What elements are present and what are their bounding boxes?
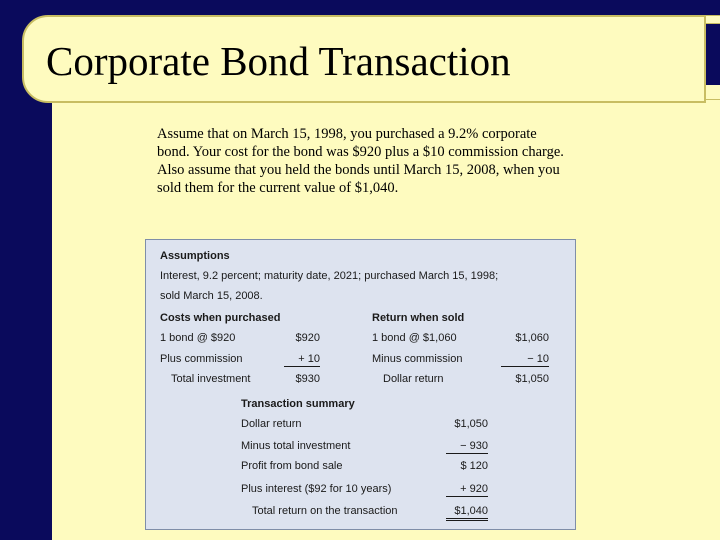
costs-label: 1 bond @ $920 — [160, 332, 236, 344]
costs-label: Total investment — [171, 373, 251, 385]
decor-square — [705, 15, 720, 24]
costs-value: $920 — [295, 332, 320, 344]
costs-value: $930 — [295, 373, 320, 385]
costs-heading: Costs when purchased — [160, 312, 281, 324]
summary-value: $ 120 — [460, 460, 488, 472]
return-heading: Return when sold — [372, 312, 465, 324]
bond-transaction-table — [145, 239, 576, 530]
summary-value: + 920 — [446, 483, 488, 497]
summary-label: Profit from bond sale — [241, 460, 343, 472]
return-label: Minus commission — [372, 353, 463, 365]
summary-value: $1,040 — [446, 505, 488, 521]
intro-paragraph — [157, 125, 627, 197]
assumptions-heading: Assumptions — [160, 250, 230, 262]
return-value: $1,060 — [515, 332, 549, 344]
return-value: − 10 — [501, 353, 549, 367]
costs-value: + 10 — [284, 353, 320, 367]
intro-line: bond. Your cost for the bond was $920 plus a $10 commission charge. — [157, 144, 564, 160]
return-value: $1,050 — [515, 373, 549, 385]
summary-value: $1,050 — [454, 418, 488, 430]
decor-square — [705, 85, 720, 100]
intro-line: sold them for the current value of $1,040. — [157, 180, 399, 196]
intro-line: Assume that on March 15, 1998, you purchased a 9.2% corporate — [157, 126, 537, 142]
summary-heading: Transaction summary — [241, 398, 355, 410]
summary-value: − 930 — [446, 440, 488, 454]
assumptions-text: sold March 15, 2008. — [160, 290, 263, 302]
assumptions-text: Interest, 9.2 percent; maturity date, 2021; purchased March 15, 1998; — [160, 270, 499, 282]
slide-title: Corporate Bond Transaction — [46, 38, 511, 84]
return-label: Dollar return — [383, 373, 444, 385]
costs-label: Plus commission — [160, 353, 243, 365]
summary-label: Minus total investment — [241, 440, 351, 452]
intro-line: Also assume that you held the bonds until March 15, 2008, when you — [157, 162, 560, 178]
summary-label: Plus interest ($92 for 10 years) — [241, 483, 392, 495]
summary-label: Total return on the transaction — [252, 505, 398, 517]
return-label: 1 bond @ $1,060 — [372, 332, 457, 344]
summary-label: Dollar return — [241, 418, 302, 430]
